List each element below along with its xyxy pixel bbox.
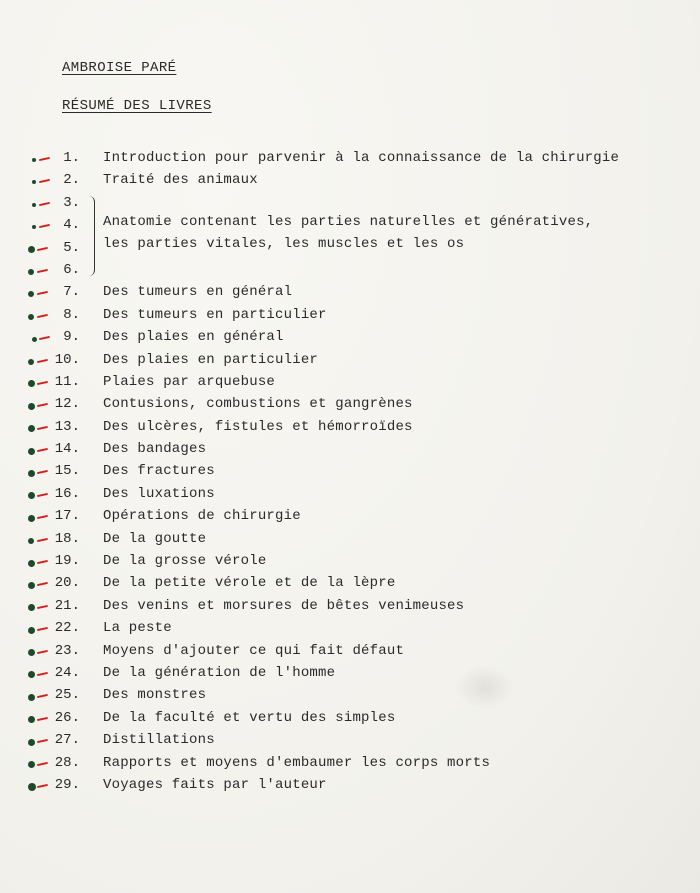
red-dash-icon <box>39 336 50 341</box>
item-title: Traité des animaux <box>103 172 258 189</box>
list-item <box>0 663 700 685</box>
item-number: 26. <box>54 709 80 726</box>
ink-dot-icon <box>28 359 34 365</box>
item-title: Introduction pour parvenir à la connaissance de la chirurgie <box>103 150 620 166</box>
list-item <box>0 439 700 461</box>
red-dash-icon <box>37 605 48 610</box>
red-dash-icon <box>37 246 48 251</box>
item-number: 3. <box>63 194 80 211</box>
red-dash-icon <box>37 358 48 363</box>
ink-dot-icon <box>32 158 36 162</box>
item-number: 5. <box>63 239 80 256</box>
list-item <box>0 327 700 349</box>
red-dash-icon <box>37 582 48 587</box>
item-title: Des venins et morsures de bêtes venimeuses <box>103 597 465 614</box>
red-dash-icon <box>37 314 48 319</box>
item-title: Contusions, combustions et gangrènes <box>103 396 413 413</box>
list-item <box>0 551 700 573</box>
list-item <box>0 461 700 483</box>
list-item <box>0 730 700 752</box>
red-dash-icon <box>37 694 48 699</box>
ink-dot-icon <box>28 783 36 791</box>
item-title: Rapports et moyens d'embaumer les corps morts <box>103 754 491 771</box>
ink-dot-icon <box>32 180 36 184</box>
item-title: Opérations de chirurgie <box>103 508 301 525</box>
ink-dot-icon <box>28 380 35 387</box>
item-title: De la génération de l'homme <box>103 664 336 681</box>
red-dash-icon <box>37 672 48 677</box>
red-dash-icon <box>37 739 48 744</box>
item-number: 29. <box>54 776 80 793</box>
list-item <box>0 193 700 215</box>
item-title: Des bandages <box>103 441 207 458</box>
item-title: Des plaies en particulier <box>103 351 319 368</box>
ink-dot-icon <box>28 694 35 701</box>
list-item <box>0 685 700 707</box>
red-dash-icon <box>37 538 48 543</box>
red-dash-icon <box>39 224 50 229</box>
ink-dot-icon <box>32 203 36 207</box>
ink-dot-icon <box>28 448 35 455</box>
item-number: 24. <box>54 664 80 681</box>
item-title: La peste <box>103 620 172 637</box>
item-number: 16. <box>54 485 80 502</box>
list-item <box>0 235 700 260</box>
ink-dot-icon <box>28 492 35 499</box>
item-number: 21. <box>54 597 80 614</box>
subtitle-heading: RÉSUMÉ DES LIVRES <box>62 98 212 114</box>
item-number: 2. <box>63 172 80 189</box>
list-item <box>0 753 700 775</box>
red-dash-icon <box>37 761 48 766</box>
red-dash-icon <box>39 202 50 207</box>
list-item <box>0 529 700 551</box>
ink-dot-icon <box>28 649 35 656</box>
red-dash-icon <box>37 649 48 654</box>
ink-dot-icon <box>28 291 34 297</box>
ink-dot-icon <box>28 671 35 678</box>
item-number: 25. <box>54 687 80 704</box>
item-title: Des tumeurs en particulier <box>103 306 327 323</box>
red-dash-icon <box>39 179 50 184</box>
ink-dot-icon <box>28 425 35 432</box>
item-number: 18. <box>54 530 80 547</box>
item-title: Des tumeurs en général <box>103 284 293 301</box>
list-item <box>0 641 700 663</box>
item-number: 7. <box>63 284 80 301</box>
item-title: Voyages faits par l'auteur <box>103 776 327 793</box>
ink-dot-icon <box>28 515 35 522</box>
list-item <box>0 350 700 372</box>
list-item <box>0 305 700 327</box>
ink-dot-icon <box>28 470 35 477</box>
ink-dot-icon <box>28 403 35 410</box>
item-number: 1. <box>63 150 80 166</box>
item-number: 8. <box>63 306 80 323</box>
list-item <box>0 596 700 618</box>
ink-dot-icon <box>28 246 35 253</box>
item-title: Des ulcères, fistules et hémorroïdes <box>103 418 413 435</box>
red-dash-icon <box>37 448 48 453</box>
list-item <box>0 484 700 506</box>
item-number: 12. <box>54 396 80 413</box>
item-title: De la faculté et vertu des simples <box>103 709 396 726</box>
list-item <box>0 148 700 170</box>
item-number: 22. <box>54 620 80 637</box>
list-item <box>0 282 700 304</box>
list-item <box>0 372 700 394</box>
author-heading: AMBROISE PARÉ <box>62 60 177 76</box>
item-number: 17. <box>54 508 80 525</box>
red-dash-icon <box>37 784 48 789</box>
ink-dot-icon <box>28 739 35 746</box>
list-item <box>0 417 700 439</box>
item-title: De la petite vérole et de la lèpre <box>103 575 396 592</box>
item-title: Plaies par arquebuse <box>103 373 276 390</box>
list-item <box>0 775 700 797</box>
red-dash-icon <box>37 291 48 296</box>
red-dash-icon <box>37 560 48 565</box>
list-item <box>0 708 700 730</box>
ink-dot-icon <box>28 269 34 275</box>
item-number: 19. <box>54 553 80 570</box>
item-title: De la goutte <box>103 530 207 547</box>
list-item <box>0 170 700 192</box>
item-title: Des fractures <box>103 463 215 480</box>
item-number: 20. <box>54 575 80 592</box>
ink-dot-icon <box>28 627 35 634</box>
ink-dot-icon <box>32 225 36 229</box>
red-dash-icon <box>37 381 48 386</box>
item-number: 14. <box>54 441 80 458</box>
ink-dot-icon <box>28 314 34 320</box>
item-number: 23. <box>54 642 80 659</box>
list-item <box>0 506 700 528</box>
ink-dot-icon <box>28 716 35 723</box>
item-number: 27. <box>54 732 80 749</box>
list-item <box>0 260 700 282</box>
red-dash-icon <box>37 493 48 498</box>
ink-dot-icon <box>32 337 37 342</box>
red-dash-icon <box>37 470 48 475</box>
item-number: 4. <box>63 217 80 234</box>
red-dash-icon <box>37 403 48 408</box>
item-title: Moyens d'ajouter ce qui fait défaut <box>103 642 405 659</box>
red-dash-icon <box>37 627 48 632</box>
item-title: les parties vitales, les muscles et les os <box>103 235 465 252</box>
list-item <box>0 618 700 640</box>
item-title: Des monstres <box>103 687 207 704</box>
list-item <box>0 394 700 416</box>
book-list <box>0 148 700 797</box>
red-dash-icon <box>37 717 48 722</box>
ink-dot-icon <box>28 604 35 611</box>
ink-dot-icon <box>28 560 35 567</box>
red-dash-icon <box>37 269 48 274</box>
red-dash-icon <box>37 426 48 431</box>
list-item <box>0 215 700 237</box>
item-title: Anatomie contenant les parties naturelles et génératives, <box>103 214 594 231</box>
item-number: 11. <box>54 373 80 390</box>
red-dash-icon <box>37 515 48 520</box>
item-number: 15. <box>54 463 80 480</box>
item-number: 28. <box>54 754 80 771</box>
item-number: 6. <box>63 261 80 278</box>
ink-dot-icon <box>28 582 35 589</box>
item-title: Des luxations <box>103 485 215 502</box>
ink-dot-icon <box>28 538 34 544</box>
item-number: 10. <box>54 351 80 368</box>
ink-dot-icon <box>28 761 35 768</box>
list-item <box>0 573 700 595</box>
item-title: Distillations <box>103 732 215 749</box>
item-title: De la grosse vérole <box>103 553 267 570</box>
item-number: 9. <box>63 329 80 346</box>
item-number: 13. <box>54 418 80 435</box>
red-dash-icon <box>39 157 50 162</box>
item-title: Des plaies en général <box>103 329 284 346</box>
